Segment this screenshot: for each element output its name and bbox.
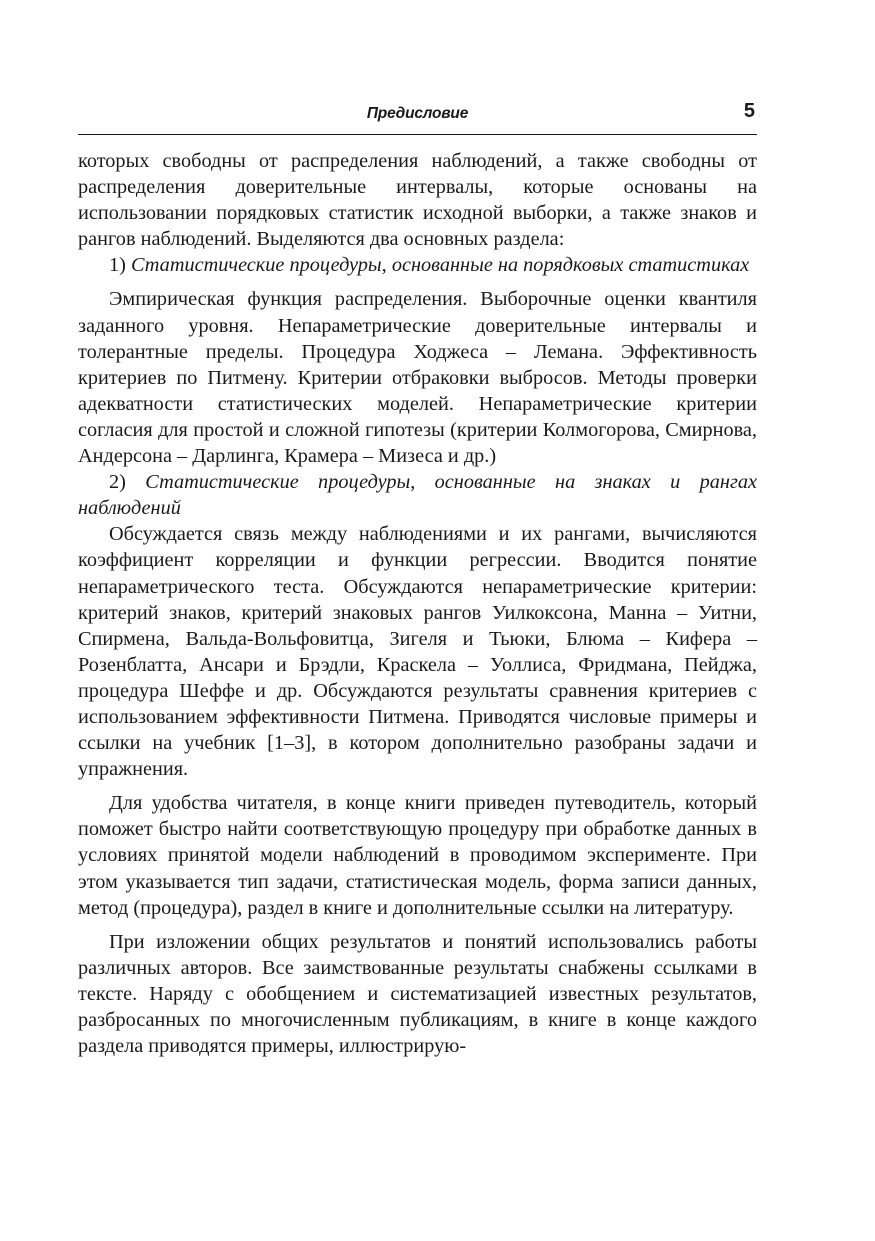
paragraph-sources: При изложении общих результатов и понятий использовались работы различных авторов. Все заимствованные результаты снабжены ссылками в тексте. Наряду с обобщением и систематизацией известных результатов, разбросанных по многочисленным публикациям, в книге в конце каждого раздела приводятся примеры, иллюстрирую- (78, 930, 757, 1058)
item-number: 2) (109, 471, 146, 494)
item-number: 1) (109, 254, 131, 277)
paragraph-section-2-description: Обсуждается связь между наблюдениями и их рангами, вычисляются коэффициент корреляции и функции регрессии. Вводится понятие непараметрического теста. Обсуждаются непараметрические критерии: критерий знаков, критерий знаковых рангов Уилкоксона, Манна – Уитни, Спирмена, Вальда-Вольфовитца, Зигеля и Тьюки, Блюма – Кифера – Розенблатта, Ансари и Брэдли, Краскела – Уоллиса, Фридмана, Пейджа, процедура Шеффе и др. Обсуждаются результаты сравнения критериев с использованием эффективности Питмена. Приводятся числовые примеры и ссылки на учебник [1–3], в котором дополнительно разобраны задачи и упражнения. (78, 523, 757, 781)
item-subtitle: основанные на порядковых статистиках (391, 254, 750, 277)
paragraph-guide: Для удобства читателя, в конце книги приведен путеводитель, который поможет быстро найти соответствующую процедуру при обработке данных в условиях принятой модели наблюдений в проводимом эксперименте. При этом указывается тип задачи, статистическая модель, форма записи данных, метод (процедура), раздел в книге и дополнительные ссылки на литературу. (78, 792, 757, 919)
item-separator: , (381, 254, 392, 277)
paragraph-continuation: которых свободны от распределения наблюдений, а также свободны от распределения доверительные интервалы, которые основаны на использовании порядковых статистик исходной выборки, а также знаков и рангов наблюдений. Выделяются два основных раздела: (78, 150, 757, 251)
section-item-1 (78, 252, 757, 278)
book-page (78, 96, 757, 1059)
section-item-2 (78, 469, 757, 521)
running-header (78, 96, 757, 135)
item-separator: , (410, 471, 435, 494)
page-number: 5 (743, 100, 755, 122)
item-title: Статистические процедуры (145, 471, 411, 494)
item-subtitle: основанные на знаках и рангах наблюдений (78, 471, 758, 520)
paragraph-section-1-description: Эмпирическая функция распределения. Выборочные оценки квантиля заданного уровня. Непараметрические доверительные интервалы и толерантные пределы. Процедура Ходжеса – Лемана. Эффективность критериев по Питмену. Критерии отбраковки выбросов. Методы проверки адекватности статистических моделей. Непараметрические критерии согласия для простой и сложной гипотезы (критерии Колмогорова, Смирнова, Андерсона – Дарлинга, Крамера – Мизеса и др.) (78, 288, 757, 468)
body-text (78, 148, 757, 1059)
chapter-title: Предисловие (366, 105, 469, 122)
item-title: Статистические процедуры (130, 254, 382, 277)
